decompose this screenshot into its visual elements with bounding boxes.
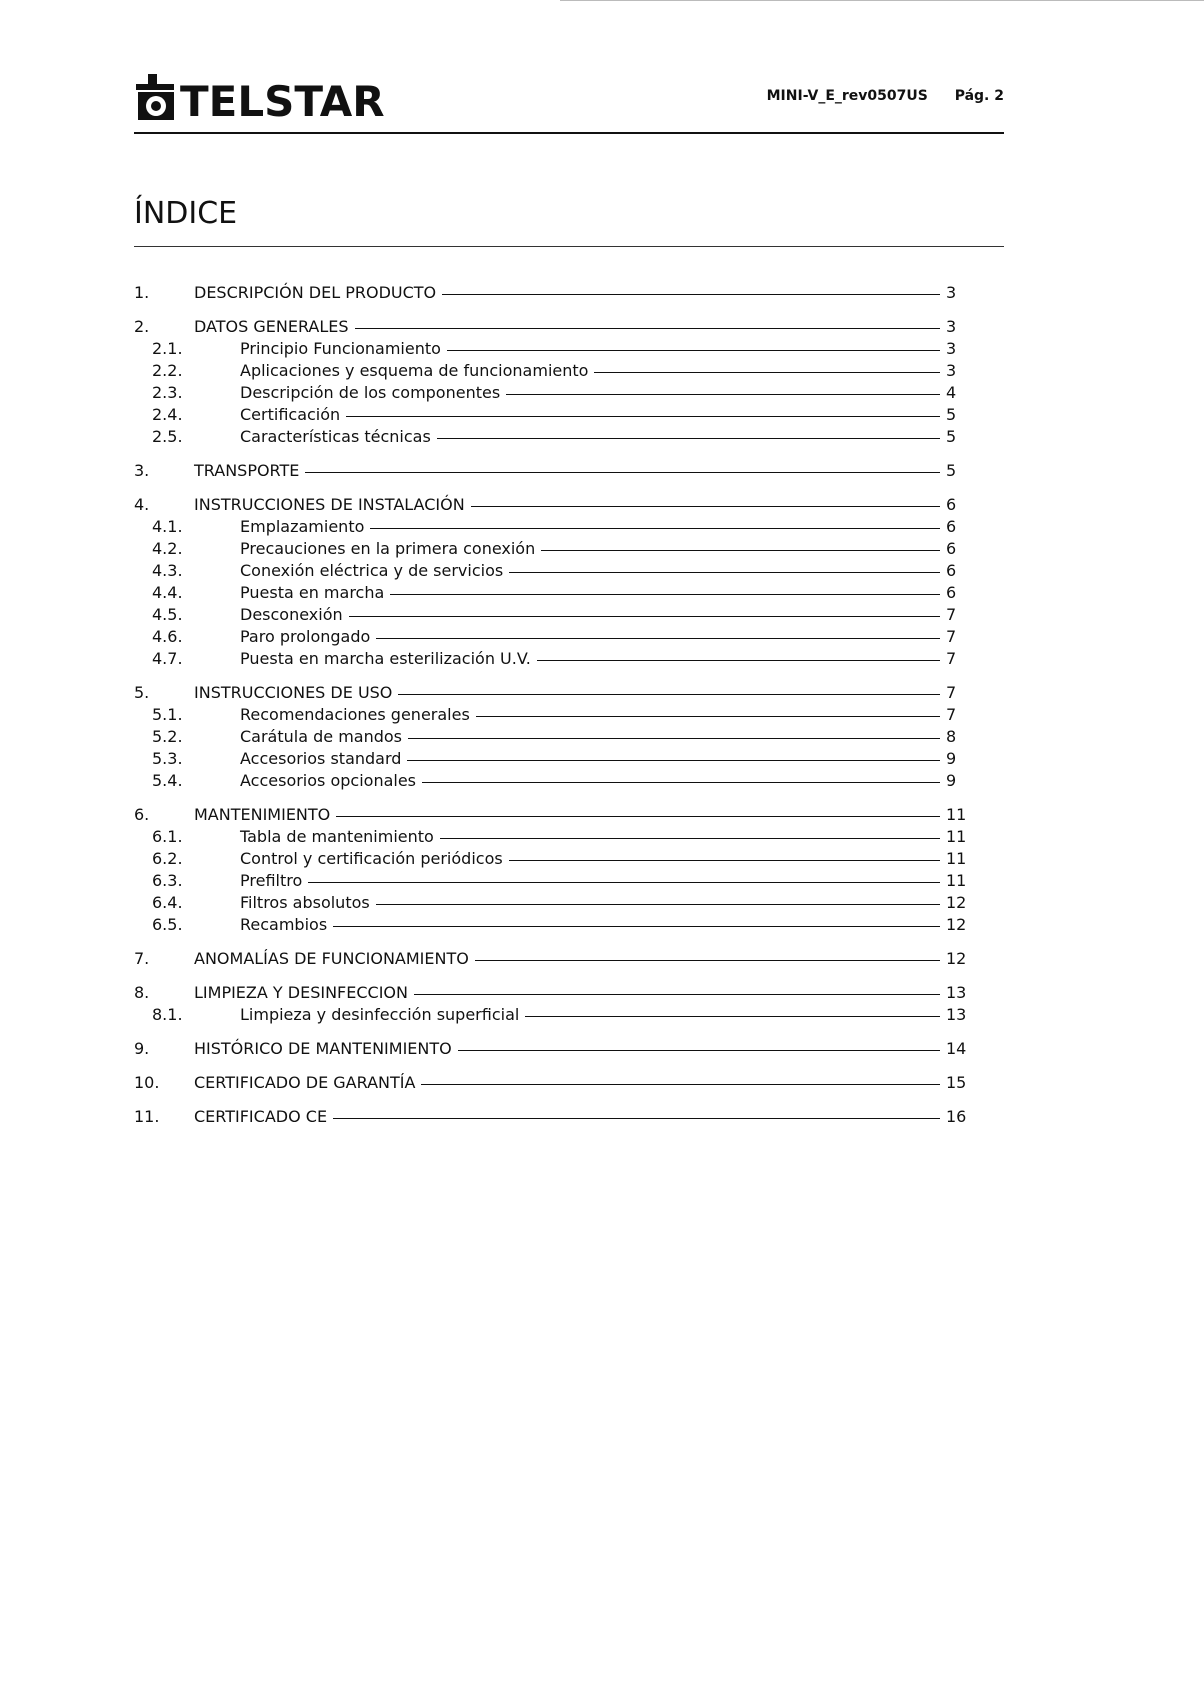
toc-entry-number: 5.2.: [152, 727, 183, 746]
toc-entry-number: 2.: [134, 317, 150, 336]
toc-entry-page: 6: [946, 517, 957, 536]
toc-entry: [134, 826, 972, 848]
toc-entry-label: Emplazamiento: [240, 517, 365, 536]
toc-entry-label: Accesorios standard: [240, 749, 402, 768]
toc-entry-page: 11: [946, 871, 967, 890]
toc-entry-page: 14: [946, 1039, 967, 1058]
toc-entry-label: INSTRUCCIONES DE USO: [194, 683, 393, 702]
toc-entry-label: Descripción de los componentes: [240, 383, 501, 402]
toc-entry-leader-line: [408, 726, 940, 739]
toc-entry-leader-line: [305, 460, 940, 473]
toc-entry: [134, 848, 972, 870]
toc-entry-number: 8.: [134, 983, 150, 1002]
toc-entry-number: 5.4.: [152, 771, 183, 790]
toc-entry-label: Prefiltro: [240, 871, 303, 890]
toc-entry-number: 11.: [134, 1107, 160, 1126]
toc-entry: [134, 626, 972, 648]
toc-entry-number: 4.5.: [152, 605, 183, 624]
toc-entry-leader-line: [442, 282, 940, 295]
toc-entry-leader-line: [537, 648, 940, 661]
toc-entry-label: Carátula de mandos: [240, 727, 403, 746]
toc-entry: [134, 1004, 972, 1026]
toc-entry-number: 5.: [134, 683, 150, 702]
toc-entry-page: 16: [946, 1107, 967, 1126]
toc-entry-leader-line: [407, 748, 940, 761]
toc-entry-leader-line: [421, 1072, 940, 1085]
toc-entry-page: 13: [946, 983, 967, 1002]
toc-entry-label: INSTRUCCIONES DE INSTALACIÓN: [194, 495, 465, 514]
toc-entry-page: 6: [946, 561, 957, 580]
telstar-logo: [134, 66, 385, 126]
toc-entry-page: 13: [946, 1005, 967, 1024]
toc-entry-number: 4.3.: [152, 561, 183, 580]
toc-entry-page: 3: [946, 339, 957, 358]
toc-entry: [134, 604, 972, 626]
toc-entry-label: MANTENIMIENTO: [194, 805, 331, 824]
toc-entry-label: Conexión eléctrica y de servicios: [240, 561, 504, 580]
toc-entry-page: 7: [946, 683, 957, 702]
toc-entry-leader-line: [336, 804, 940, 817]
toc-entry-page: 3: [946, 361, 957, 380]
toc-entry-page: 5: [946, 461, 957, 480]
toc-entry-number: 6.: [134, 805, 150, 824]
toc-entry-number: 2.1.: [152, 339, 183, 358]
toc-entry: [134, 382, 972, 404]
toc-entry-number: 9.: [134, 1039, 150, 1058]
toc-entry-page: 9: [946, 771, 957, 790]
toc-entry-number: 6.2.: [152, 849, 183, 868]
toc-entry-leader-line: [447, 338, 940, 351]
toc-entry: [134, 338, 972, 360]
toc-entry-leader-line: [509, 848, 940, 861]
table-of-contents: [134, 282, 972, 1128]
toc-entry-page: 12: [946, 893, 967, 912]
document-id: MINI-V_E_rev0507US: [766, 88, 928, 104]
logo-text: TELSTAR: [180, 77, 385, 126]
toc-entry: [134, 1106, 972, 1128]
toc-entry-label: Características técnicas: [240, 427, 431, 446]
toc-entry-leader-line: [541, 538, 940, 551]
document-reference: [767, 88, 1004, 104]
toc-entry-label: Accesorios opcionales: [240, 771, 417, 790]
toc-entry-leader-line: [355, 316, 940, 329]
toc-entry-leader-line: [376, 626, 940, 639]
toc-entry-leader-line: [376, 892, 940, 905]
toc-entry-page: 11: [946, 849, 967, 868]
toc-entry-label: Desconexión: [240, 605, 343, 624]
toc-entry-label: LIMPIEZA Y DESINFECCION: [194, 983, 408, 1002]
toc-entry-leader-line: [346, 404, 940, 417]
toc-entry-page: 6: [946, 583, 957, 602]
toc-entry-label: Certificación: [240, 405, 341, 424]
toc-entry-page: 11: [946, 805, 967, 824]
toc-entry: [134, 870, 972, 892]
toc-entry-page: 7: [946, 605, 957, 624]
toc-entry-leader-line: [398, 682, 940, 695]
toc-entry-number: 4.6.: [152, 627, 183, 646]
toc-entry-label: Limpieza y desinfección superficial: [240, 1005, 520, 1024]
toc-entry-number: 6.3.: [152, 871, 183, 890]
toc-entry-leader-line: [437, 426, 940, 439]
toc-entry-leader-line: [594, 360, 940, 373]
toc-entry: [134, 1038, 972, 1060]
toc-entry-number: 1.: [134, 283, 150, 302]
toc-entry-number: 6.5.: [152, 915, 183, 934]
toc-entry-leader-line: [390, 582, 940, 595]
toc-entry-number: 3.: [134, 461, 150, 480]
toc-entry: [134, 582, 972, 604]
toc-entry-number: 6.4.: [152, 893, 183, 912]
toc-entry: [134, 282, 972, 304]
page-header: [134, 66, 1004, 130]
toc-entry-page: 7: [946, 627, 957, 646]
toc-entry-page: 12: [946, 915, 967, 934]
toc-entry-label: Paro prolongado: [240, 627, 371, 646]
toc-entry: [134, 494, 972, 516]
toc-entry-number: 4.4.: [152, 583, 183, 602]
toc-entry-number: 4.: [134, 495, 150, 514]
toc-entry: [134, 1072, 972, 1094]
toc-entry-label: Principio Funcionamiento: [240, 339, 441, 358]
toc-entry-number: 10.: [134, 1073, 160, 1092]
toc-entry-label: DATOS GENERALES: [194, 317, 349, 336]
toc-entry: [134, 948, 972, 970]
toc-entry: [134, 770, 972, 792]
toc-entry-leader-line: [440, 826, 940, 839]
header-divider: [134, 132, 1004, 134]
toc-entry-label: Filtros absolutos: [240, 893, 370, 912]
toc-entry-leader-line: [308, 870, 940, 883]
toc-entry-leader-line: [506, 382, 940, 395]
toc-entry-page: 11: [946, 827, 967, 846]
toc-entry-page: 8: [946, 727, 957, 746]
toc-entry-leader-line: [414, 982, 940, 995]
toc-entry-page: 12: [946, 949, 967, 968]
toc-entry-number: 4.7.: [152, 649, 183, 668]
toc-entry-label: TRANSPORTE: [194, 461, 300, 480]
toc-entry-leader-line: [476, 704, 940, 717]
toc-entry-page: 7: [946, 705, 957, 724]
toc-entry: [134, 748, 972, 770]
toc-entry: [134, 648, 972, 670]
toc-entry-number: 2.5.: [152, 427, 183, 446]
toc-entry-number: 4.2.: [152, 539, 183, 558]
toc-entry: [134, 560, 972, 582]
toc-entry: [134, 704, 972, 726]
toc-entry-leader-line: [509, 560, 940, 573]
telstar-logo-icon: [134, 74, 178, 122]
toc-entry-page: 4: [946, 383, 957, 402]
toc-entry-label: Puesta en marcha: [240, 583, 385, 602]
toc-entry-number: 4.1.: [152, 517, 183, 536]
toc-entry-leader-line: [349, 604, 940, 617]
toc-entry-number: 7.: [134, 949, 150, 968]
toc-entry-label: HISTÓRICO DE MANTENIMIENTO: [194, 1039, 452, 1058]
toc-entry-leader-line: [458, 1038, 940, 1051]
toc-entry-page: 5: [946, 427, 957, 446]
toc-entry: [134, 360, 972, 382]
toc-entry-label: Recambios: [240, 915, 328, 934]
toc-entry-number: 2.4.: [152, 405, 183, 424]
toc-entry-page: 6: [946, 495, 957, 514]
toc-entry: [134, 682, 972, 704]
toc-entry-number: 5.1.: [152, 705, 183, 724]
page-number: Pág. 2: [954, 88, 1004, 104]
toc-entry-label: DESCRIPCIÓN DEL PRODUCTO: [194, 283, 437, 302]
toc-entry-leader-line: [471, 494, 940, 507]
toc-entry-leader-line: [370, 516, 940, 529]
toc-entry: [134, 316, 972, 338]
toc-entry: [134, 726, 972, 748]
toc-entry: [134, 516, 972, 538]
toc-entry-leader-line: [333, 1106, 940, 1119]
toc-entry: [134, 460, 972, 482]
toc-entry: [134, 892, 972, 914]
toc-entry-number: 6.1.: [152, 827, 183, 846]
toc-entry-label: Tabla de mantenimiento: [240, 827, 434, 846]
toc-entry-number: 2.3.: [152, 383, 183, 402]
toc-entry-page: 5: [946, 405, 957, 424]
toc-entry-page: 9: [946, 749, 957, 768]
toc-entry-label: Puesta en marcha esterilización U.V.: [240, 649, 531, 668]
toc-entry: [134, 538, 972, 560]
toc-entry-label: Control y certificación periódicos: [240, 849, 503, 868]
toc-entry-number: 8.1.: [152, 1005, 183, 1024]
toc-entry-leader-line: [475, 948, 940, 961]
toc-entry: [134, 982, 972, 1004]
toc-entry-page: 7: [946, 649, 957, 668]
toc-entry: [134, 404, 972, 426]
toc-entry-label: Recomendaciones generales: [240, 705, 470, 724]
toc-entry-label: Precauciones en la primera conexión: [240, 539, 536, 558]
toc-entry-label: CERTIFICADO DE GARANTÍA: [194, 1073, 416, 1092]
toc-entry: [134, 914, 972, 936]
toc-entry-page: 3: [946, 317, 957, 336]
toc-entry-leader-line: [422, 770, 940, 783]
top-edge-line: [560, 0, 1204, 1]
toc-entry-leader-line: [525, 1004, 940, 1017]
toc-entry-page: 3: [946, 283, 957, 302]
toc-entry-number: 2.2.: [152, 361, 183, 380]
toc-entry: [134, 426, 972, 448]
toc-entry: [134, 804, 972, 826]
toc-entry-number: 5.3.: [152, 749, 183, 768]
toc-entry-label: ANOMALÍAS DE FUNCIONAMIENTO: [194, 949, 469, 968]
toc-entry-leader-line: [333, 914, 940, 927]
toc-entry-page: 15: [946, 1073, 967, 1092]
toc-entry-label: Aplicaciones y esquema de funcionamiento: [240, 361, 589, 380]
page-title: ÍNDICE: [134, 196, 238, 231]
toc-entry-page: 6: [946, 539, 957, 558]
title-divider: [134, 246, 1004, 247]
toc-entry-label: CERTIFICADO CE: [194, 1107, 328, 1126]
